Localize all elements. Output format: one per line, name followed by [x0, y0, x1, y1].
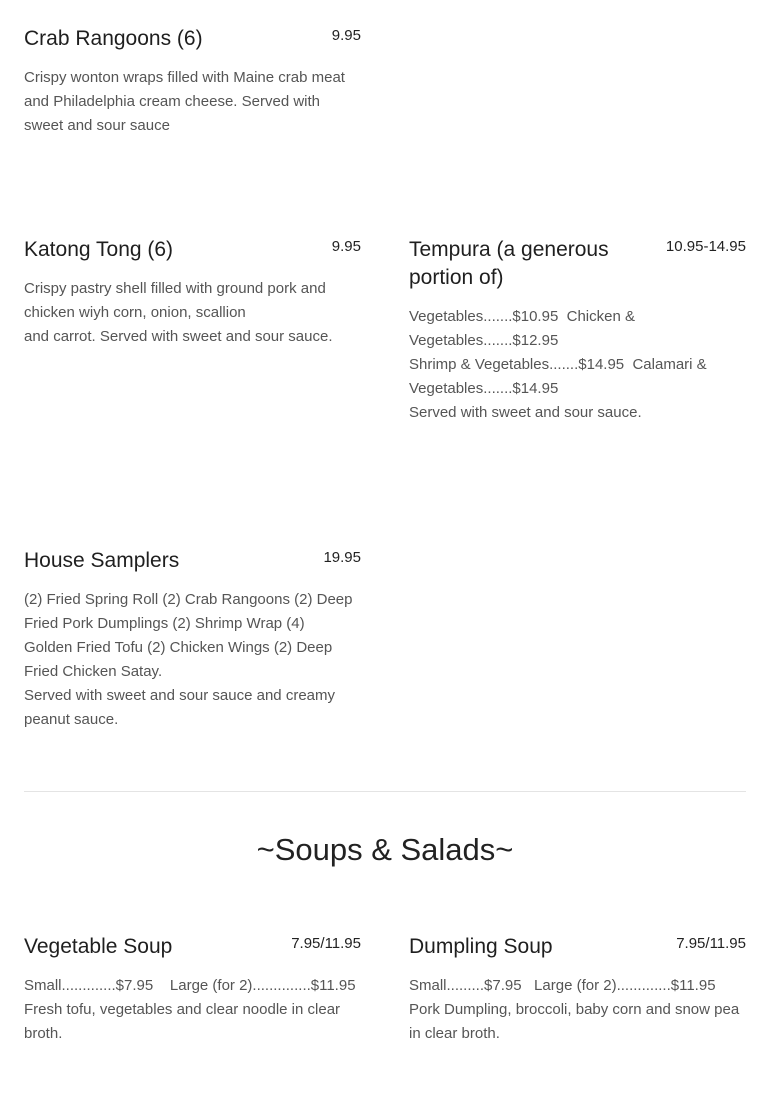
description-line: Fried Chicken Satay.	[24, 663, 163, 680]
menu-item-header	[24, 25, 361, 53]
menu-item-price: 9.95	[331, 27, 361, 44]
menu-item-name: House Samplers	[24, 549, 180, 572]
description-line: Vegetables.......$14.95	[409, 380, 559, 397]
menu-item-name: Vegetable Soup	[24, 935, 173, 958]
menu-item-name: Dumpling Soup	[409, 935, 553, 958]
menu-item-description	[409, 974, 746, 1046]
menu-item-price: 19.95	[323, 549, 361, 566]
description-line: peanut sauce.	[24, 711, 119, 728]
menu-item-header	[409, 236, 746, 292]
menu-item-dumpling-soup	[409, 933, 746, 1046]
menu-item-header	[24, 236, 361, 264]
menu-item-header	[24, 933, 361, 961]
description-line: chicken wiyh corn, onion, scallion	[24, 304, 246, 321]
menu-item-description	[24, 66, 361, 138]
description-line: Small.............$7.95 Large (for 2)..............$11.95	[24, 977, 356, 994]
description-line: Pork Dumpling, broccoli, baby corn and snow pea	[409, 1001, 740, 1018]
description-line: Small.........$7.95 Large (for 2).............$11.95	[409, 977, 716, 994]
menu-item-header	[24, 547, 361, 575]
menu-item-price: 7.95/11.95	[291, 935, 361, 952]
menu-item-vegetable-soup	[24, 933, 361, 1046]
menu-item-description	[24, 974, 361, 1046]
section-divider	[24, 791, 746, 792]
menu-item-price: 9.95	[331, 238, 361, 255]
description-line: Crispy wonton wraps filled with Maine crab meat	[24, 69, 345, 86]
menu-item-katong-tong	[24, 236, 361, 349]
menu-item-tempura	[409, 236, 746, 425]
menu-item-name-line: Tempura (a generous	[409, 238, 609, 261]
description-line: Served with sweet and sour sauce and creamy	[24, 687, 335, 704]
description-line: Vegetables.......$10.95 Chicken &	[409, 308, 635, 325]
description-line: Crispy pastry shell filled with ground pork and	[24, 280, 326, 297]
menu-item-name	[409, 236, 609, 292]
description-line: (2) Fried Spring Roll (2) Crab Rangoons (2) Deep	[24, 591, 353, 608]
menu-item-description	[24, 277, 361, 349]
description-line: sweet and sour sauce	[24, 117, 170, 134]
description-line: Shrimp & Vegetables.......$14.95 Calamari &	[409, 356, 707, 373]
description-line: Vegetables.......$12.95	[409, 332, 559, 349]
menu-item-name: Katong Tong (6)	[24, 238, 174, 261]
description-line: in clear broth.	[409, 1025, 500, 1042]
description-line: Fried Pork Dumplings (2) Shrimp Wrap (4)	[24, 615, 305, 632]
description-line: broth.	[24, 1025, 63, 1042]
description-line: and Philadelphia cream cheese. Served with	[24, 93, 321, 110]
menu-item-header	[409, 933, 746, 961]
description-line: and carrot. Served with sweet and sour sauce.	[24, 328, 333, 345]
section-title-soups-salads: ~Soups & Salads~	[256, 832, 514, 867]
description-line: Golden Fried Tofu (2) Chicken Wings (2) Deep	[24, 639, 333, 656]
menu-item-name: Crab Rangoons (6)	[24, 27, 203, 50]
menu-item-description	[409, 305, 746, 425]
description-line: Fresh tofu, vegetables and clear noodle in clear	[24, 1001, 341, 1018]
menu-item-crab-rangoons	[24, 25, 361, 138]
menu-item-name-line: portion of)	[409, 266, 504, 289]
menu-item-price: 10.95-14.95	[665, 238, 746, 255]
menu-item-description	[24, 588, 361, 732]
description-line: Served with sweet and sour sauce.	[409, 404, 642, 421]
menu-item-price: 7.95/11.95	[676, 935, 746, 952]
menu-item-house-samplers	[24, 547, 361, 732]
